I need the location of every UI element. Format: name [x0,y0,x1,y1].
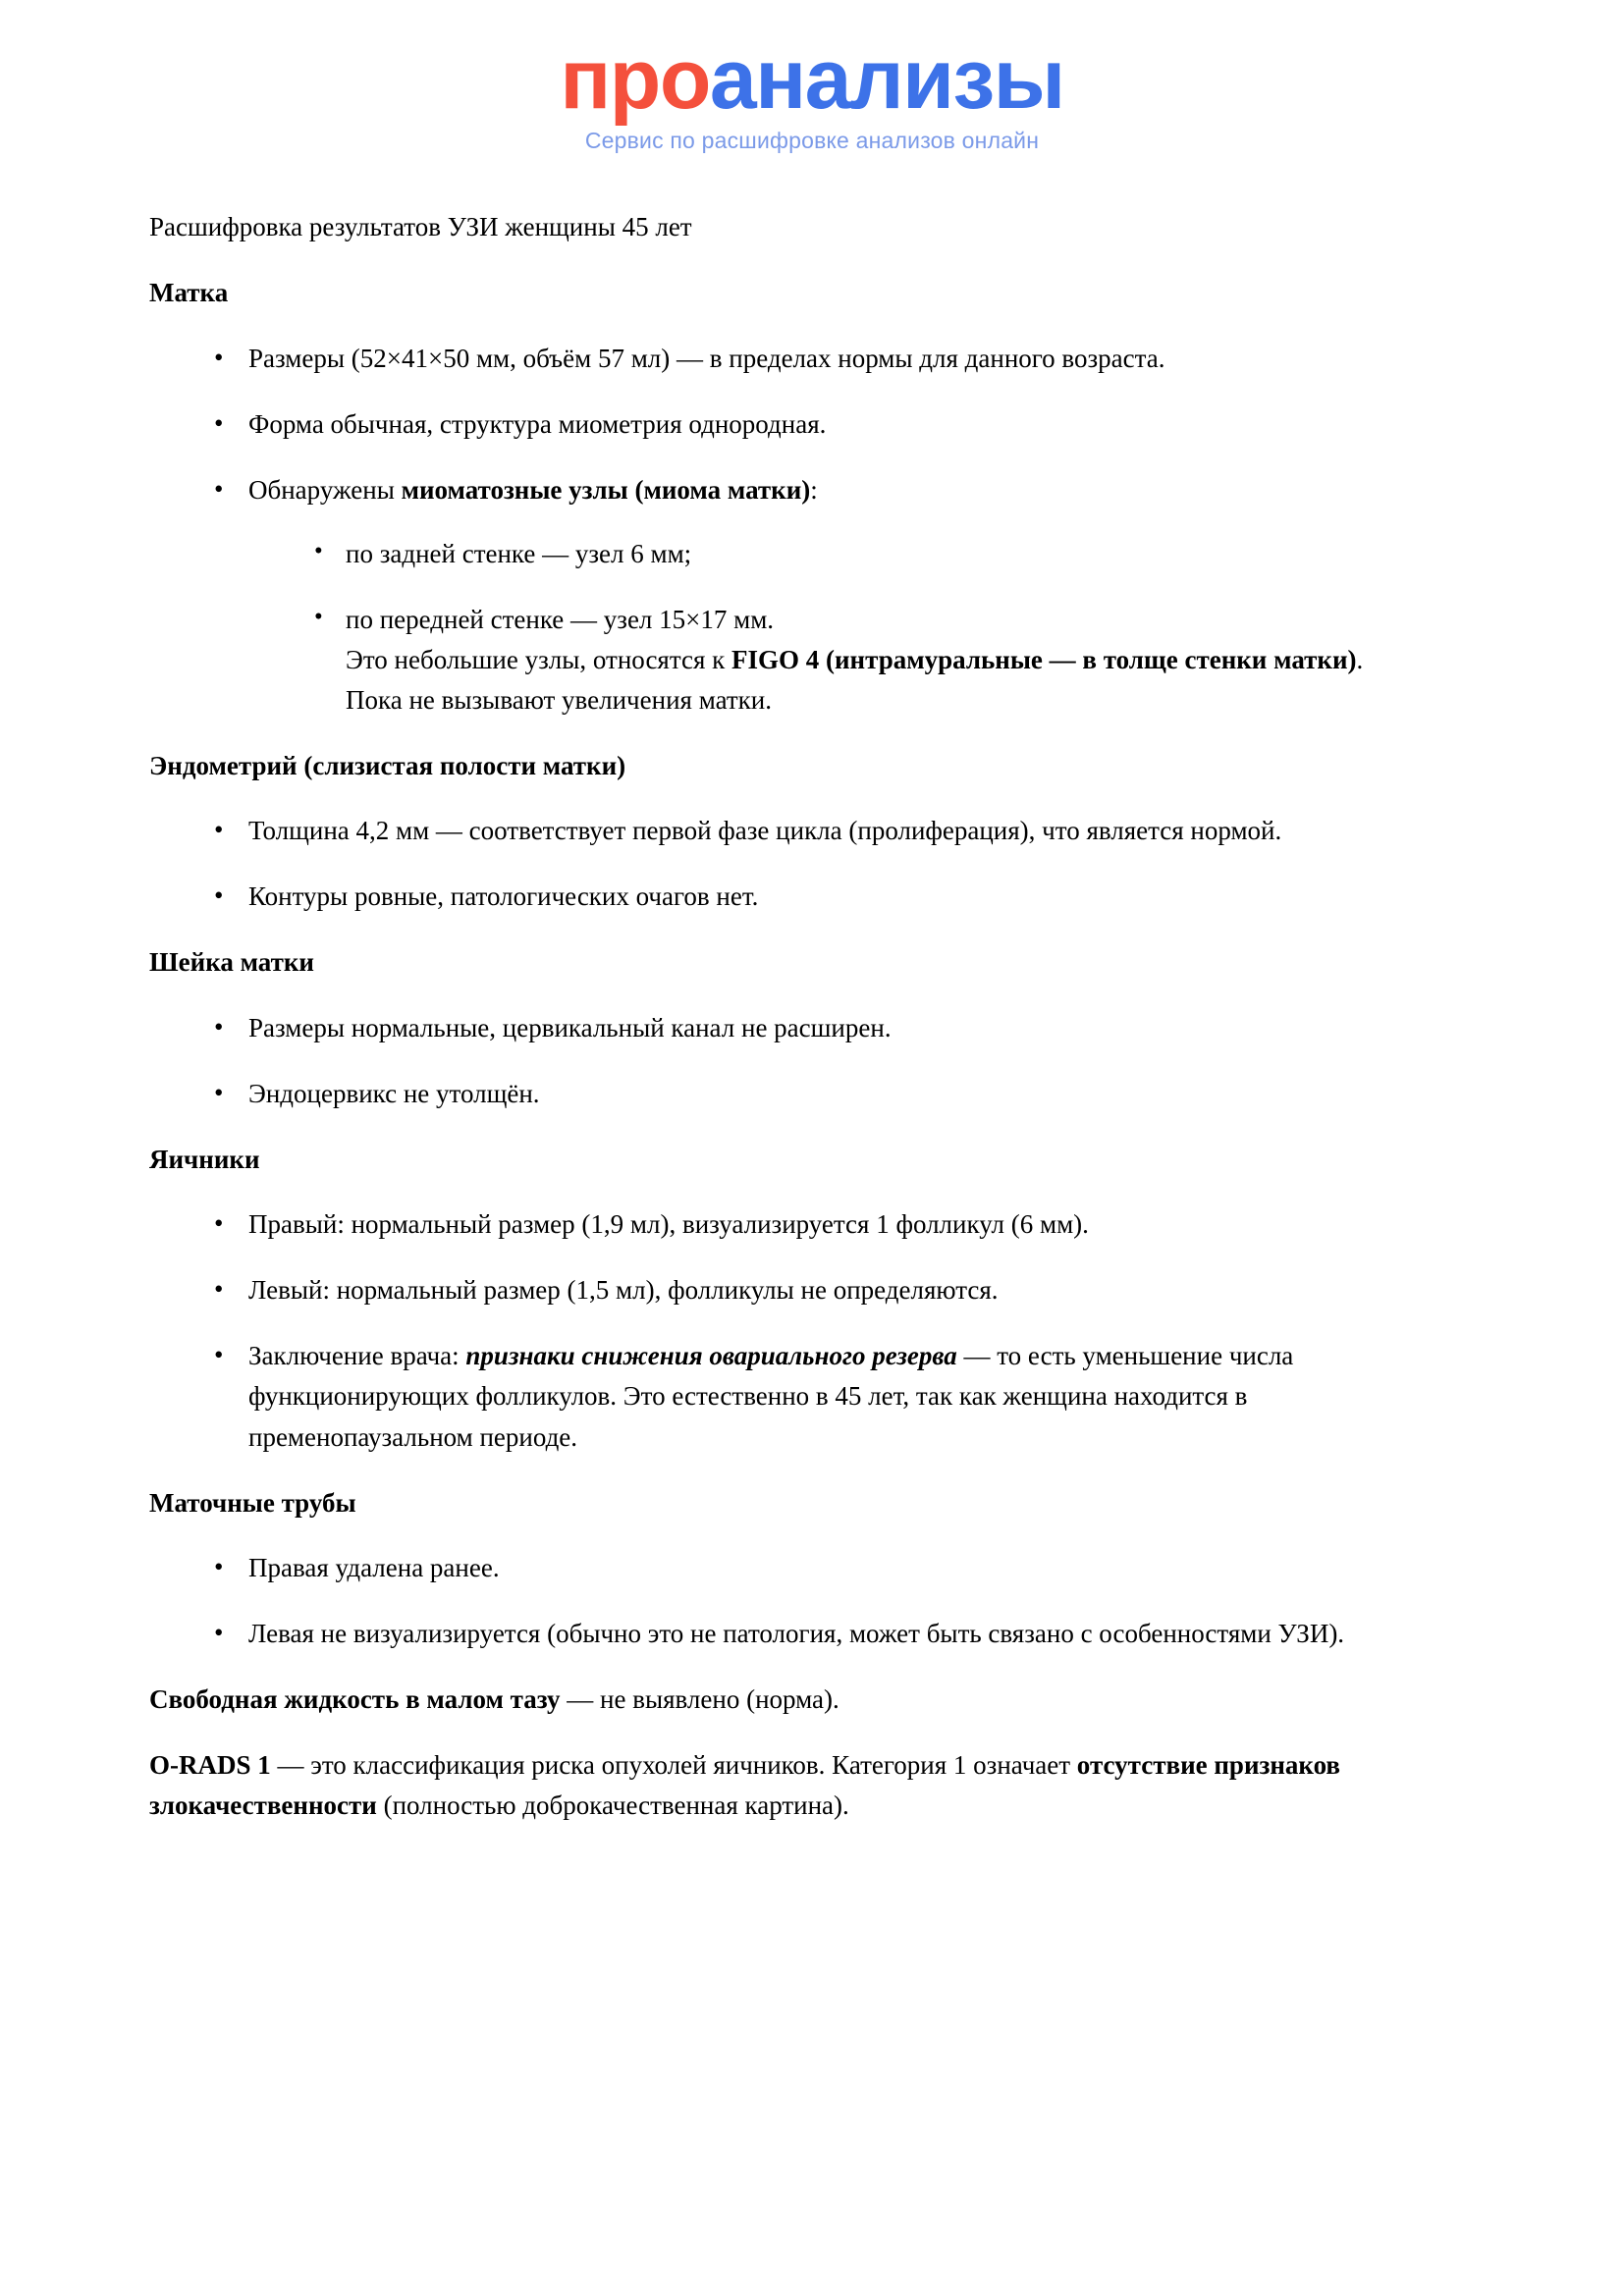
list-item-text: Форма обычная, структура миометрия однородная. [248,408,827,439]
list-item [248,534,1384,574]
logo-tagline: Сервис по расшифровке анализов онлайн [584,128,1040,153]
list-item-text-prefix: Обнаружены [248,474,402,505]
list-item-text-suffix: — то есть уменьшение числа функционирующих фолликулов. Это естественно в 45 лет, так как женщина находится в пременопаузальном периоде. [248,1341,1294,1452]
section-heading-uterus: Матка [149,278,229,308]
list-item-text-bold-italic: признаки снижения овариального резерва [465,1341,957,1371]
logo-wordmark [0,32,1624,127]
list-item-text-prefix: Заключение врача: [248,1341,466,1371]
line-2-suffix: . [1356,644,1364,674]
list-item-text: Эндоцервикс не утолщён. [248,1078,540,1108]
list-item [149,1008,1384,1048]
list-item [149,1270,1384,1310]
list-item [149,1614,1384,1654]
bullet-list-uterus [149,339,1384,721]
list-item-line-3: Пока не вызывают увеличения матки. [346,684,772,715]
list-item-line-2 [346,640,1384,680]
line-2-bold-figo: FIGO 4 (интрамуральные — в толще стенки матки) [731,644,1357,674]
section-heading-endometrium: Эндометрий (слизистая полости матки) [149,750,626,780]
list-item-text: Толщина 4,2 мм — соответствует первой фазе цикла (пролиферация), что является нормой. [248,816,1282,846]
bullet-list-cervix [149,1008,1384,1114]
list-item [149,811,1384,851]
list-item [149,1336,1384,1457]
list-item-text: Размеры нормальные, цервикальный канал не расширен. [248,1012,892,1042]
list-item [149,339,1384,379]
bullet-list-ovaries [149,1204,1384,1457]
closing-o-rads-middle: — это классификация риска опухолей яичников. Категория 1 означает [270,1750,1077,1781]
list-item-text-suffix: : [810,474,818,505]
list-item [248,600,1384,721]
list-item-text: Левый: нормальный размер (1,5 мл), фолликулы не определяются. [248,1275,999,1306]
list-item-text: Левая не визуализируется (обычно это не патология, может быть связано с особенностями УЗИ). [248,1619,1345,1649]
site-logo [0,0,1624,154]
list-item-text: по задней стенке — узел 6 мм; [346,538,692,568]
closing-o-rads [149,1745,1384,1826]
line-2-prefix: Это небольшие узлы, относятся к [346,644,731,674]
list-item [149,877,1384,917]
list-item-text: Контуры ровные, патологических очагов нет. [248,881,759,912]
logo-text-analizy: анализы [709,32,1064,127]
closing-free-fluid-bold: Свободная жидкость в малом тазу [149,1684,561,1715]
list-item [149,404,1384,445]
list-item-line-1: • по передней стенке — узел 15×17 мм. [346,604,775,634]
list-item [149,1548,1384,1588]
logo-text-pro: про [560,32,710,127]
closing-o-rads-bold-tail: отсутствие признаков злокачественности [149,1750,1341,1821]
document-intro: Расшифровка результатов УЗИ женщины 45 лет [149,212,692,241]
list-item [149,1204,1384,1245]
closing-free-fluid-rest: — не выявлено (норма). [560,1684,839,1715]
bullet-list-fallopian-tubes [149,1548,1384,1654]
list-item [149,1074,1384,1114]
list-item-text-bold: миоматозные узлы (миома матки) [401,474,811,505]
bullet-list-endometrium [149,811,1384,917]
section-heading-ovaries: Яичники [149,1144,260,1174]
closing-o-rads-tail-rest: (полностью доброкачественная картина). [376,1790,849,1821]
sub-bullet-list-myoma-nodes [248,534,1384,721]
section-heading-cervix: Шейка матки [149,947,314,978]
section-heading-fallopian-tubes: Маточные трубы [149,1487,356,1518]
closing-o-rads-label: O-RADS 1 [149,1750,271,1781]
list-item-text: Правый: нормальный размер (1,9 мл), визуализируется 1 фолликул (6 мм). [248,1209,1089,1240]
list-item-text: Размеры (52×41×50 мм, объём 57 мл) — в пределах нормы для данного возраста. [248,343,1165,373]
list-item-text: Правая удалена ранее. [248,1553,500,1583]
document-body [0,154,1624,1826]
list-item [149,470,1384,721]
closing-free-fluid [149,1680,1384,1720]
